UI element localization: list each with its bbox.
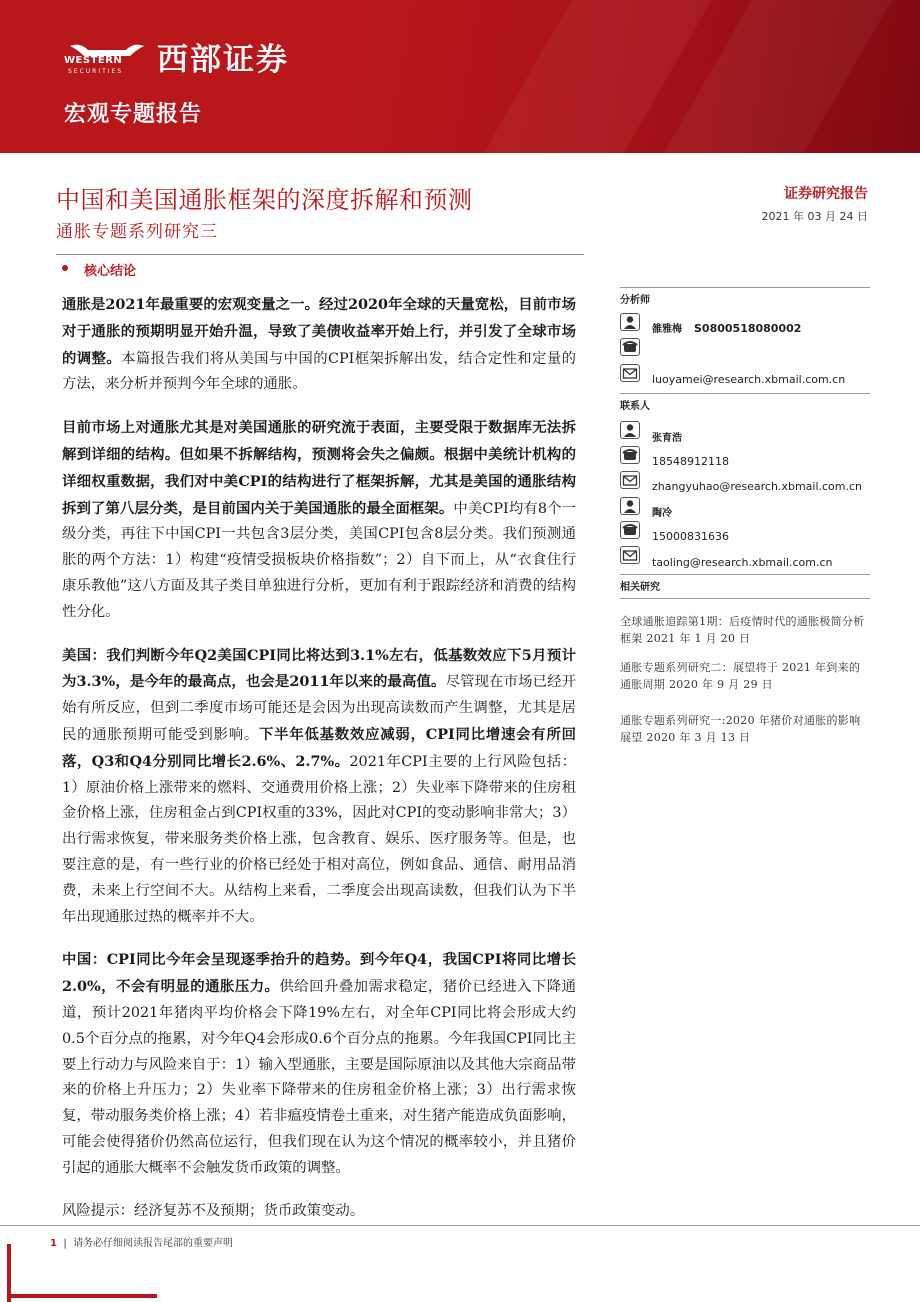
related-item[interactable]: 全球通胀追踪第1期：后疫情时代的通胀极简分析框架 2021 年 1 月 20 日 [620,615,865,645]
phone-icon [620,446,640,464]
analyst-name-row [652,320,801,335]
bullet-dot-icon [62,265,68,271]
related-item[interactable]: 通胀专题系列研究一:2020 年猪价对通胀的影响展望 2020 年 3 月 13 日 [620,714,861,744]
person-icon [620,313,640,331]
related-divider [620,574,870,575]
contact2-phone: 15000831636 [652,530,729,543]
paragraph-us [62,643,576,931]
analyst-name: 雒雅梅 [652,324,682,335]
us-text-1: 尽管现在市场已经开始有所反应，但到二季度市场可能还是会因为出现高读数而产生调整，尤其是居民的通胀预期可能受到影响。 [62,674,576,743]
related-heading: 相关研究 [620,582,660,593]
person-icon [620,497,640,515]
contact1-phone: 18548912118 [652,455,729,468]
paragraph-intro [62,292,576,398]
contact1-name: 张育浩 [652,433,682,444]
report-type: 宏观专题报告 [64,101,203,127]
related-underline [620,598,870,599]
contact2-name: 陶冷 [652,508,672,519]
analyst-email[interactable]: luoyamei@research.xbmail.com.cn [652,373,846,386]
intro-text: 本篇报告我们将从美国与中国的CPI框架拆解出发，结合定性和定量的方法，来分析并预判今年全球的通胀。 [62,350,576,393]
framework-bold: 目前市场上对通胀尤其是对美国通胀的研究流于表面，主要受限于数据库无法拆解到详细的结构。但如果不拆解结构，预测将会失之偏颇。根据中美统计机构的详细权重数据，我们对中美CPI的结构进行了框架拆解，尤其是美国的通胀结构拆到了第八层分类，是目前国内关于美国通胀的最全面框架。 [62,419,576,517]
contact2-email[interactable]: taoling@research.xbmail.com.cn [652,556,833,569]
mail-icon [620,546,640,564]
logo-subtitle: SECURITIES [68,68,124,75]
page-number: 1 [50,1238,57,1249]
risk-note: 风险提示：经济复苏不及预期；货币政策变动。 [62,1202,365,1219]
title-divider [56,254,584,255]
us-bold-2: 下半年低基数效应减弱，CPI同比增速会有所回落，Q3和Q4分别同比增长2.6%、2.7%。 [62,725,576,770]
report-date: 2021 年 03 月 24 日 [761,210,868,223]
paragraph-framework [62,415,576,625]
footer: 1 | 请务必仔细阅读报告尾部的重要声明 [50,1238,234,1249]
related-item[interactable]: 通胀专题系列研究二：展望将于 2021 年到来的通胀周期 2020 年 9 月 29 日 [620,661,861,691]
phone-icon [620,338,640,356]
us-text-2: 2021年CPI主要的上行风险包括：1）原油价格上涨带来的燃料、交通费用价格上涨；2）失业率下降带来的住房租金价格上涨，住房租金占到CPI权重的33%，因此对CPI的变动影响非常大；3）出行需求恢复，带来服务类价格上涨，包含教育、娱乐、医疗服务等。但是，也要注意的是，有一些行业的价格已经处于相对高位，例如食品、通信、耐用品消费，未来上行空间不大。从结构上来看，二季度会出现高读数，但我们认为下半年出现通胀过热的概率并不大。 [62,753,576,925]
analyst-heading: 分析师 [620,295,650,306]
header-banner [0,0,920,153]
contact1-email[interactable]: zhangyuhao@research.xbmail.com.cn [652,480,863,493]
disclaimer-note: 请务必仔细阅读报告尾部的重要声明 [73,1238,234,1249]
core-heading: 核心结论 [84,264,137,279]
report-label: 证券研究报告 [784,186,868,202]
phone-icon [620,521,640,539]
china-bold: 中国：CPI同比今年会呈现逐季抬升的趋势。到今年Q4，我国CPI将同比增长2.0%，不会有明显的通胀压力。 [62,951,576,996]
report-subtitle: 通胀专题系列研究三 [56,222,218,242]
framework-text: 中美CPI均有8个一级分类，再往下中国CPI一共包含3层分类，美国CPI包含8层分类。我们预测通胀的两个方法：1）构建“疫情受损板块价格指数”；2）自下而上，从“衣食住行康乐教他”这八方面及其子类目单独进行分析，更加有利于跟踪经济和消费的结构性分化。 [62,500,576,620]
core-content [62,292,576,1241]
mail-icon [620,471,640,489]
logo-english: WESTERN [64,55,123,66]
paragraph-china [62,947,576,1181]
china-text: 供给回升叠加需求稳定，猪价已经进入下降通道，预计2021年猪肉平均价格会下降19%左右，对全年CPI同比将会形成大约0.5个百分点的拖累，对今年Q4会形成0.6个百分点的拖累。今年我国CPI同比主要上行动力与风险来自于：1）输入型通胀，主要是国际原油以及其他大宗商品带来的价格上升压力；2）失业率下降带来的住房租金价格上涨；3）出行需求恢复，带动服务类价格上涨；4）若非瘟疫情卷土重来，对生猪产能造成负面影响，可能会使得猪价仍然高位运行，但我们现在认为这个情况的概率较小，并且猪价引起的通胀大概率不会触发货币政策的调整。 [62,979,576,1176]
us-bold-1: 美国：我们判断今年Q2美国CPI同比将达到3.1%左右，低基数效应下5月预计为3.3%，是今年的最高点，也会是2011年以来的最高值。 [62,646,576,691]
mail-icon [620,364,640,382]
corner-accent [7,1294,157,1298]
contacts-divider [620,393,870,394]
footer-divider [0,1225,920,1226]
brand-name: 西部证券 [157,42,289,78]
sidebar-divider [620,287,870,288]
contacts-heading: 联系人 [620,401,650,412]
intro-bold: 通胀是2021年最重要的宏观变量之一。经过2020年全球的天量宽松，目前市场对于通胀的预期明显开始升温，导致了美债收益率开始上行，并引发了全球市场的调整。 [62,296,576,367]
report-title: 中国和美国通胀框架的深度拆解和预测 [56,186,473,214]
analyst-code: S0800518080002 [694,322,802,335]
person-icon [620,421,640,439]
